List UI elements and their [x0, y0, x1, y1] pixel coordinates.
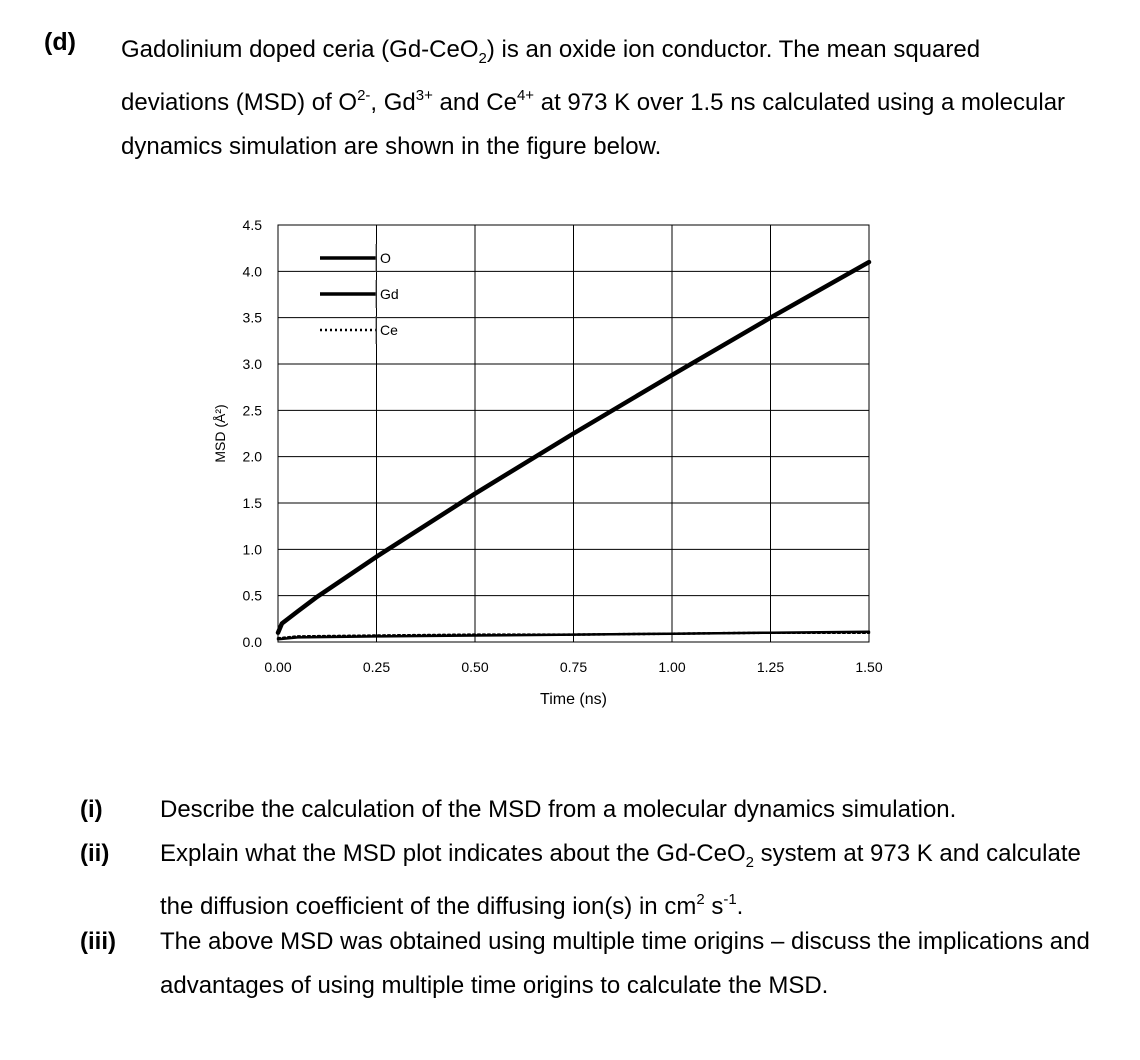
y-tick-label: 3.0	[242, 356, 262, 372]
x-tick-label: 1.50	[855, 659, 883, 675]
x-tick-label: 1.25	[756, 659, 785, 675]
x-tick-label: 0.25	[362, 659, 391, 675]
legend-label-o: O	[380, 250, 391, 266]
y-tick-label: 2.0	[242, 448, 262, 465]
x-tick-label: 0.50	[461, 659, 489, 675]
sub-question-text: Describe the calculation of the MSD from a molecular dynamics simulation.	[160, 796, 957, 823]
y-tick-label: 4.5	[242, 217, 262, 233]
y-tick-label: 4.0	[242, 263, 262, 280]
question-label: (d)	[44, 28, 76, 56]
sub-question-number: (ii)	[80, 840, 110, 867]
y-tick-label: 2.5	[242, 402, 262, 419]
x-axis-label: Time (ns)	[540, 691, 607, 708]
sub-question-text: The above MSD was obtained using multiple time origins – discuss the implications and advantages of using multiple time origins to calculate the MSD.	[160, 928, 1090, 999]
sub-question-text: Explain what the MSD plot indicates about the Gd-CeO$_2$ system at 973 K and calculate the diffusion coefficient of the diffusing ion(s) in $cm^2$ $s^{-1}$.	[160, 840, 1081, 920]
y-axis-label: MSD (Å²)	[212, 404, 228, 463]
y-tick-label: 1.5	[242, 495, 262, 511]
legend-label-ce: Ce	[380, 322, 398, 338]
x-tick-label: 0.75	[559, 659, 588, 675]
y-tick-label: 3.5	[242, 309, 262, 326]
question-intro: Gadolinium doped ceria (Gd-CeO$_2$) is an oxide ion conductor. The mean squared deviations (MSD) of $O^{2-}$, $Gd^{3+}$ and $Ce^{4+}$ at 973 K over 1.5 ns calculated using a molecular dynamics simulation are shown in the figure below.	[121, 36, 1066, 160]
y-tick-label: 0.5	[242, 587, 262, 604]
sub-question-number: (iii)	[80, 928, 116, 955]
x-tick-label: 0.00	[264, 659, 292, 675]
y-tick-label: 1.0	[242, 541, 262, 558]
y-tick-label: 0.0	[242, 634, 262, 650]
x-tick-label: 1.00	[658, 659, 686, 675]
legend-label-gd: Gd	[380, 286, 399, 302]
msd-chart	[195, 205, 895, 725]
sub-question-number: (i)	[80, 796, 103, 823]
